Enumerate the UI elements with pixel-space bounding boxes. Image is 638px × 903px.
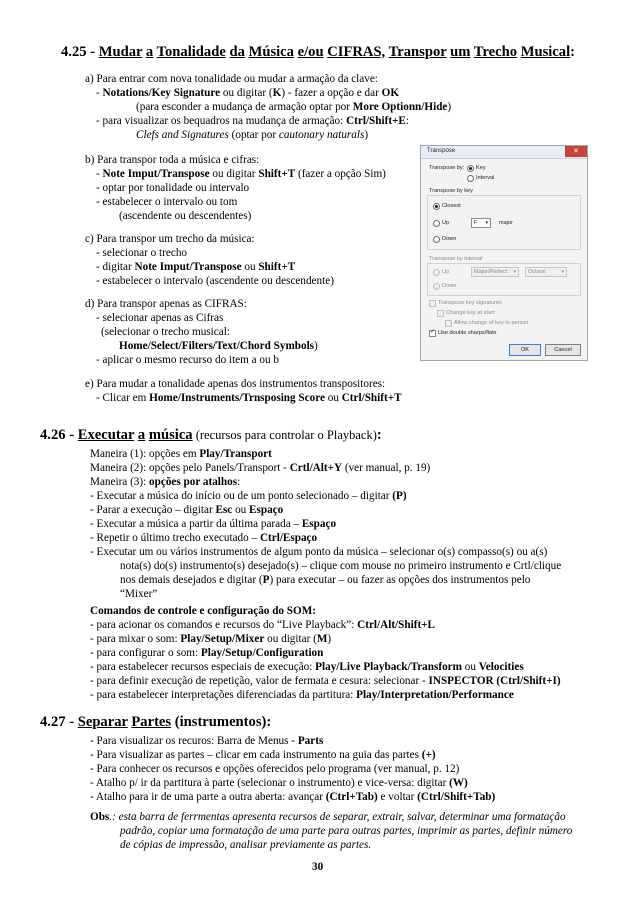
- checkbox-transpose-key-sigs[interactable]: [429, 300, 436, 307]
- sound-cmd-mixer: - para mixar o som: Play/Setup/Mixer ou digitar (M): [90, 633, 332, 645]
- ok-button[interactable]: OK: [509, 344, 541, 356]
- sound-cmd-live: - para acionar os comandos e recursos do “Live Playback”: Ctrl/Alt/Shift+L: [90, 619, 436, 631]
- heading-word: Musical: [520, 44, 571, 60]
- item-d-path: Home/Select/Filters/Text/Chord Symbols): [119, 340, 318, 352]
- parts-item-2: - Para visualizar as partes – clicar em cada instrumento na guia das partes (+): [90, 749, 436, 761]
- item-c-step-3: - estabelecer o intervalo (ascendente ou descendente): [96, 275, 334, 287]
- shortcut-play: - Executar a música do início ou de um ponto selecionado – digitar (P): [90, 490, 407, 502]
- radio-closest[interactable]: [433, 203, 440, 210]
- item-c-step-2: - digitar Note Imput/Transpose ou Shift+T: [96, 261, 296, 273]
- parts-item-1: - Para visualizar os recuros: Barra de Menus - Parts: [90, 735, 324, 747]
- radio-interval[interactable]: [467, 175, 474, 182]
- radio-interval-label: Interval: [476, 175, 495, 181]
- chevron-down-icon: ▾: [485, 220, 488, 226]
- heading-word: e/ou: [297, 44, 324, 60]
- item-b-intro: b) Para transpor toda a música e cifras:: [85, 154, 260, 166]
- radio-up-label: Up: [442, 220, 450, 226]
- heading-colon: :: [376, 427, 382, 443]
- heading-word: Partes: [131, 714, 172, 730]
- heading-word: Trecho: [473, 44, 518, 60]
- parts-item-4: - Atalho p/ ir da partitura à parte (selecionar o instrumento) e vice-versa: digitar (W): [90, 777, 468, 789]
- transpose-dialog: [420, 145, 588, 361]
- heading-word: Música: [248, 44, 294, 60]
- page-number: 30: [312, 861, 324, 873]
- section-number: 4.26 -: [40, 427, 75, 443]
- checkbox-allow-key[interactable]: [445, 320, 452, 327]
- shortcut-resume: - Executar a música a partir da última parada – Espaço: [90, 518, 337, 530]
- item-b-step-3: - estabelecer o intervalo ou tom: [96, 196, 238, 208]
- checkbox-double-sharps[interactable]: [429, 330, 436, 337]
- item-e-step-1: - Clicar em Home/Instruments/Trnsposing Score ou Ctrl/Shift+T: [96, 392, 402, 404]
- sound-commands-heading: Comandos de controle e configuração do SOM:: [90, 605, 317, 617]
- sound-cmd-transform: - para estabelecer recursos especiais de execução: Play/Live Playback/Transform ou Velocities: [90, 661, 524, 673]
- item-c-step-1: - selecionar o trecho: [96, 247, 188, 259]
- item-b-step-2: - optar por tonalidade ou intervalo: [96, 182, 250, 194]
- shortcut-instruments-cont-2: nos demais desejados e digitar (P) para executar – ou fazer as opções dos instrumentos pelo: [120, 574, 531, 586]
- close-button[interactable]: [565, 146, 587, 157]
- item-c-intro: c) Para transpor um trecho da música:: [85, 233, 255, 245]
- item-a-intro: a) Para entrar com nova tonalidade ou mudar a armação da clave:: [85, 73, 378, 85]
- interval-quality-select[interactable]: [471, 267, 519, 277]
- item-d-intro: d) Para transpor apenas as CIFRAS:: [85, 298, 247, 310]
- heading-word: Tonalidade: [156, 44, 226, 60]
- sound-cmd-interpretation: - para estabelecer interpretações diferenciadas da partitura: Play/Interpretation/Performance: [90, 689, 514, 701]
- radio-up[interactable]: [433, 220, 440, 227]
- dialog-title: Transpose: [427, 148, 456, 154]
- heading-subtitle: (recursos para controlar o Playback): [192, 428, 377, 442]
- radio-interval-up[interactable]: [433, 269, 440, 276]
- heading-word: um: [450, 44, 471, 60]
- parts-item-5: - Atalho para ir de uma parte a outra aberta: avançar (Ctrl+Tab) e voltar (Ctrl/Shift+Tab): [90, 791, 496, 803]
- radio-down-label: Down: [442, 236, 457, 242]
- checkbox-change-key[interactable]: [437, 310, 444, 317]
- checkbox-double-sharps-label: Use double sharps/flats: [438, 330, 497, 336]
- radio-closest-label: Closest: [442, 203, 461, 209]
- section-number: 4.27 -: [40, 714, 75, 730]
- heading-subtitle: (instrumentos):: [171, 714, 272, 730]
- obs-line-1: Obs.: esta barra de ferrmentas apresenta recursos de separar, extrair, salvar, determinar uma formatação: [90, 811, 566, 823]
- key-select-value: F: [474, 220, 478, 226]
- parts-item-3: - Para conhecer os recursos e opções oferecidos pelo programa (ver manual, p. 12): [90, 763, 460, 775]
- item-b-note: (ascendente ou descendentes): [119, 210, 252, 222]
- heading-word: Executar: [77, 427, 135, 443]
- close-icon: ✕: [573, 148, 579, 155]
- item-a-note: (para esconder a mudança de armação optar por More Optionn/Hide): [136, 101, 452, 113]
- heading-4-25: [61, 43, 575, 61]
- item-d-note: (selecionar o trecho musical:: [101, 326, 230, 338]
- interval-size-select[interactable]: [525, 267, 567, 277]
- checkbox-allow-key-label: Allow change of key to persist: [454, 320, 528, 326]
- method-1: Maneira (1): opções em Play/Transport: [90, 448, 272, 460]
- heading-word: da: [229, 44, 245, 60]
- chevron-down-icon: ▾: [513, 269, 516, 275]
- method-3: Maneira (3): opções por atalhos:: [90, 476, 241, 488]
- radio-interval-up-label: Up: [442, 269, 450, 275]
- heading-word: a: [145, 44, 154, 60]
- item-d-step-2: - aplicar o mesmo recurso do item a ou b: [96, 354, 279, 366]
- shortcut-replay: - Repetir o último trecho executado – Ctrl/Espaço: [90, 532, 318, 544]
- shortcut-instruments: - Executar um ou vários instrumentos de algum ponto da música – selecionar o(s) compasso(s) ou a(s): [90, 546, 548, 558]
- radio-interval-down[interactable]: [433, 283, 440, 290]
- key-mode-label: major: [499, 220, 513, 226]
- item-e-intro: e) Para mudar a tonalidade apenas dos instrumentos transpositores:: [85, 378, 386, 390]
- radio-interval-down-label: Down: [442, 283, 457, 289]
- interval-quality-value: Major/Perfect: [474, 269, 508, 275]
- shortcut-instruments-cont-1: nota(s) do(s) instrumento(s) desejado(s) – clique com mouse no primeiro instrumento e Crtl/clique: [120, 560, 562, 572]
- radio-key[interactable]: [467, 165, 474, 172]
- shortcut-stop: - Parar a execução – digitar Esc ou Espaço: [90, 504, 284, 516]
- dialog-titlebar: [421, 146, 587, 159]
- item-a-step-2: - para visualizar os bequadros na mudança de armação: Ctrl/Shift+E:: [96, 115, 409, 127]
- transpose-by-label: Transpose by:: [429, 165, 465, 171]
- obs-line-2: padrão, copiar uma formatação de uma parte para outras partes, imprimir as partes, definir número: [120, 825, 573, 837]
- item-d-step-1: - selecionar apenas as Cifras: [96, 312, 224, 324]
- interval-size-value: Octave: [528, 269, 546, 275]
- heading-colon: :: [570, 44, 576, 60]
- chevron-down-icon: ▾: [561, 269, 564, 275]
- checkbox-change-key-label: Change key at start: [446, 310, 495, 316]
- cancel-button[interactable]: Cancel: [545, 344, 581, 356]
- heading-word: música: [148, 427, 193, 443]
- sound-cmd-config: - para configurar o som: Play/Setup/Configuration: [90, 647, 324, 659]
- group-key-label: Transpose by key: [429, 188, 473, 194]
- shortcut-instruments-cont-3: “Mixer”: [120, 588, 158, 600]
- heading-word: Transpor: [388, 44, 447, 60]
- radio-key-label: Key: [476, 165, 486, 171]
- group-interval-label: Transpose by interval: [429, 256, 483, 262]
- heading-4-26: [40, 426, 382, 444]
- heading-word: a: [137, 427, 146, 443]
- sound-cmd-inspector: - para definir execução de repetição, valor de fermata e cesura: selecionar - INSPECTOR (Ctrl/Shift+I): [90, 675, 561, 687]
- item-a-step-1: - Notations/Key Signature ou digitar (K) - fazer a opção e dar OK: [96, 87, 400, 99]
- key-select[interactable]: [471, 218, 491, 228]
- heading-4-27: [40, 713, 271, 731]
- obs-line-3: de cópias de impressão, analisar previamente as partes.: [120, 839, 372, 851]
- checkbox-transpose-key-sigs-label: Transpose key signatures: [438, 300, 502, 306]
- heading-word: CIFRAS,: [327, 44, 386, 60]
- section-number: 4.25 -: [61, 44, 96, 60]
- heading-word: Separar: [77, 714, 128, 730]
- radio-down[interactable]: [433, 236, 440, 243]
- heading-word: Mudar: [98, 44, 143, 60]
- item-b-step-1: - Note Imput/Transpose ou digitar Shift+T (fazer a opção Sim): [96, 168, 386, 180]
- item-a-note-2: Clefs and Signatures (optar por cautonary naturals): [136, 129, 369, 141]
- method-2: Maneira (2): opções pelo Panels/Transport - Crtl/Alt+Y (ver manual, p. 19): [90, 462, 431, 474]
